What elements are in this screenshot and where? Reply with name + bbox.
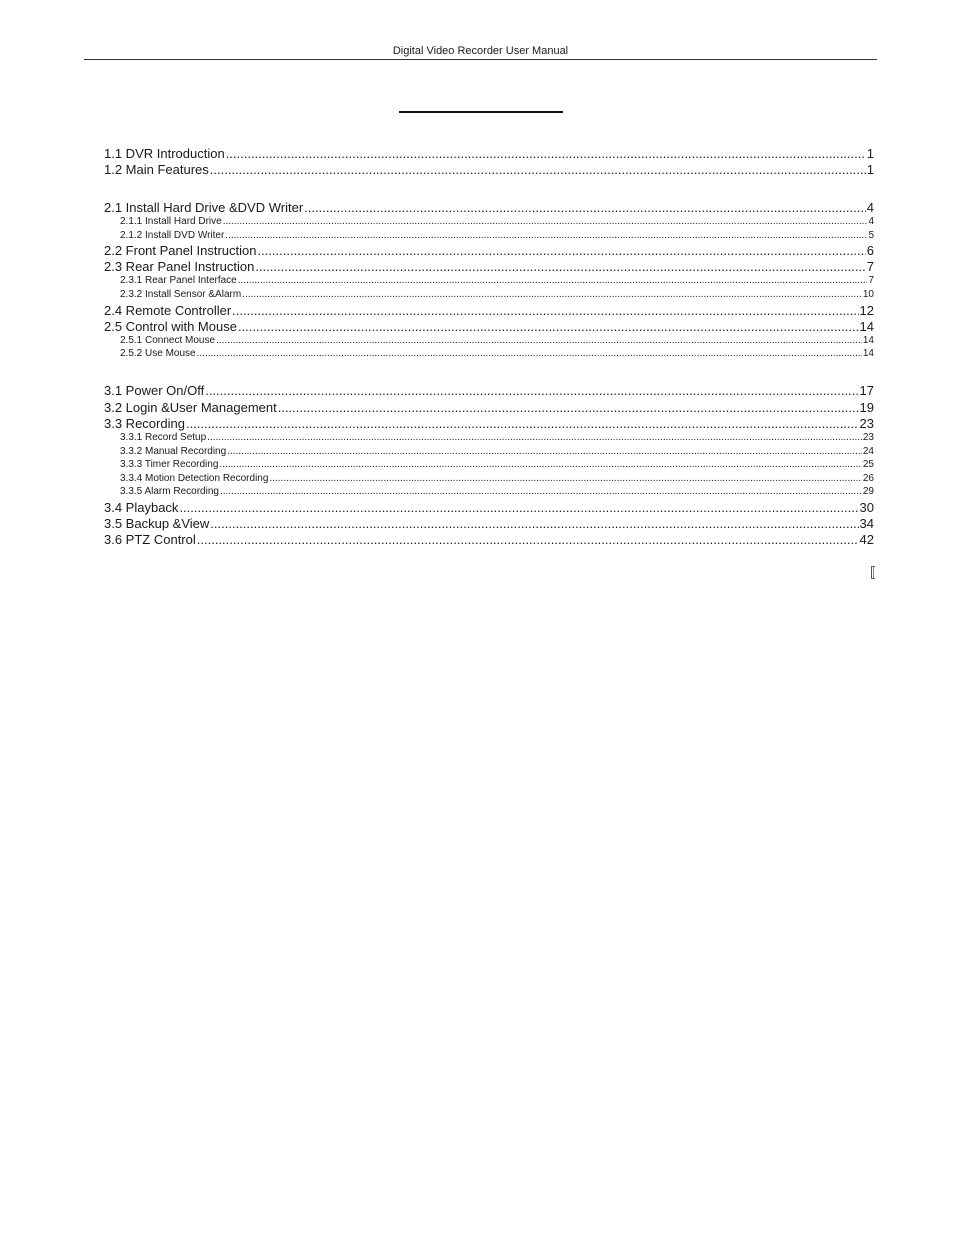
toc-page-number: 14 [862,348,874,359]
running-header: Digital Video Recorder User Manual [392,45,569,57]
toc-dot-leader [220,486,862,498]
toc-subentry[interactable] [120,459,874,471]
toc-entry[interactable] [104,259,874,274]
toc-page-number: 10 [862,289,874,300]
toc-dot-leader [223,216,868,228]
toc-dot-leader [227,446,862,458]
toc-page-number: 4 [868,216,874,227]
toc-dot-leader [269,473,861,485]
toc-entry-title: 2.5.2 Use Mouse [120,348,196,359]
toc-page-number: 30 [859,500,874,515]
header-rule [84,59,877,60]
toc-entry-title: 2.5.1 Connect Mouse [120,335,216,346]
toc-page-number: 4 [866,200,874,215]
toc-page-number: 1 [866,146,874,161]
toc-entry-title: 2.3 Rear Panel Instruction [104,259,255,274]
toc-entry-title: 3.3 Recording [104,416,185,431]
toc-page-number: 23 [859,416,874,431]
page-number-marker [871,566,874,579]
toc-subentry[interactable] [120,289,874,301]
toc-page-number: 26 [862,473,874,484]
toc-subentry[interactable] [120,230,874,242]
toc-entry-title: 3.2 Login &User Management [104,400,277,415]
toc-entry[interactable] [104,162,874,177]
toc-entry-title: 3.4 Playback [104,500,179,515]
toc-entry[interactable] [104,319,874,334]
toc-entry-title: 3.3.5 Alarm Recording [120,486,219,497]
toc-subentry[interactable] [120,275,874,287]
toc-page-number: 5 [868,230,874,241]
toc-dot-leader [179,500,858,515]
toc-dot-leader [219,459,861,471]
toc-subentry[interactable] [120,335,874,347]
toc-page-number: 24 [862,446,874,457]
toc-dot-leader [255,259,865,274]
toc-subentry[interactable] [120,348,874,360]
toc-page-number: 12 [859,303,874,318]
toc-page-number: 34 [859,516,874,531]
toc-entry[interactable] [104,243,874,258]
toc-entry-title: 2.2 Front Panel Instruction [104,243,257,258]
toc-entry[interactable] [104,303,874,318]
toc-entry-title: 3.3.4 Motion Detection Recording [120,473,269,484]
toc-page-number: 14 [862,335,874,346]
toc-dot-leader [216,335,862,347]
toc-page-number: 25 [862,459,874,470]
toc-dot-leader [197,348,862,360]
toc-page-number: 1 [866,162,874,177]
toc-page-number: 17 [859,383,874,398]
toc-subentry[interactable] [120,446,874,458]
toc-entry-title: 2.5 Control with Mouse [104,319,237,334]
toc-dot-leader [257,243,865,258]
toc-entry-title: 2.4 Remote Controller [104,303,232,318]
toc-entry[interactable] [104,400,874,415]
toc-entry-title: 3.3.2 Manual Recording [120,446,227,457]
toc-subentry[interactable] [120,473,874,485]
toc-entry-title: 3.1 Power On/Off [104,383,205,398]
toc-entry-title: 1.2 Main Features [104,162,209,177]
toc-page-number: 6 [866,243,874,258]
toc-dot-leader [242,289,862,301]
toc-entry[interactable] [104,383,874,398]
toc-entry-title: 1.1 DVR Introduction [104,146,225,161]
toc-dot-leader [197,532,859,547]
toc-entry-title: 2.1 Install Hard Drive &DVD Writer [104,200,304,215]
toc-entry[interactable] [104,532,874,547]
toc-entry-title: 3.6 PTZ Control [104,532,196,547]
toc-entry[interactable] [104,200,874,215]
toc-dot-leader [210,162,866,177]
toc-entry[interactable] [104,500,874,515]
toc-entry-title: 3.3.3 Timer Recording [120,459,219,470]
toc-entry-title: 2.3.2 Install Sensor &Alarm [120,289,242,300]
toc-subentry[interactable] [120,432,874,444]
toc-dot-leader [205,383,858,398]
toc-page-number: 7 [866,259,874,274]
toc-entry-title: 2.1.2 Install DVD Writer [120,230,225,241]
toc-dot-leader [304,200,866,215]
toc-page-number: 19 [859,400,874,415]
toc-page-number: 29 [862,486,874,497]
toc-subentry[interactable] [120,486,874,498]
toc-entry[interactable] [104,146,874,161]
toc-entry[interactable] [104,416,874,431]
toc-dot-leader [232,303,858,318]
toc-page-number: 14 [859,319,874,334]
toc-dot-leader [186,416,859,431]
toc-dot-leader [210,516,858,531]
toc-page-number: 23 [862,432,874,443]
toc-entry-title: 2.3.1 Rear Panel Interface [120,275,237,286]
toc-entry-title: 2.1.1 Install Hard Drive [120,216,222,227]
toc-title-underline [399,111,563,113]
toc-dot-leader [207,432,862,444]
toc-page-number: 7 [868,275,874,286]
toc-entry-title: 3.5 Backup &View [104,516,210,531]
toc-dot-leader [238,275,868,287]
toc-subentry[interactable] [120,216,874,228]
toc-entry[interactable] [104,516,874,531]
toc-page-number: 42 [859,532,874,547]
toc-dot-leader [226,146,866,161]
toc-entry-title: 3.3.1 Record Setup [120,432,207,443]
toc-dot-leader [278,400,859,415]
toc-dot-leader [225,230,867,242]
toc-dot-leader [238,319,859,334]
